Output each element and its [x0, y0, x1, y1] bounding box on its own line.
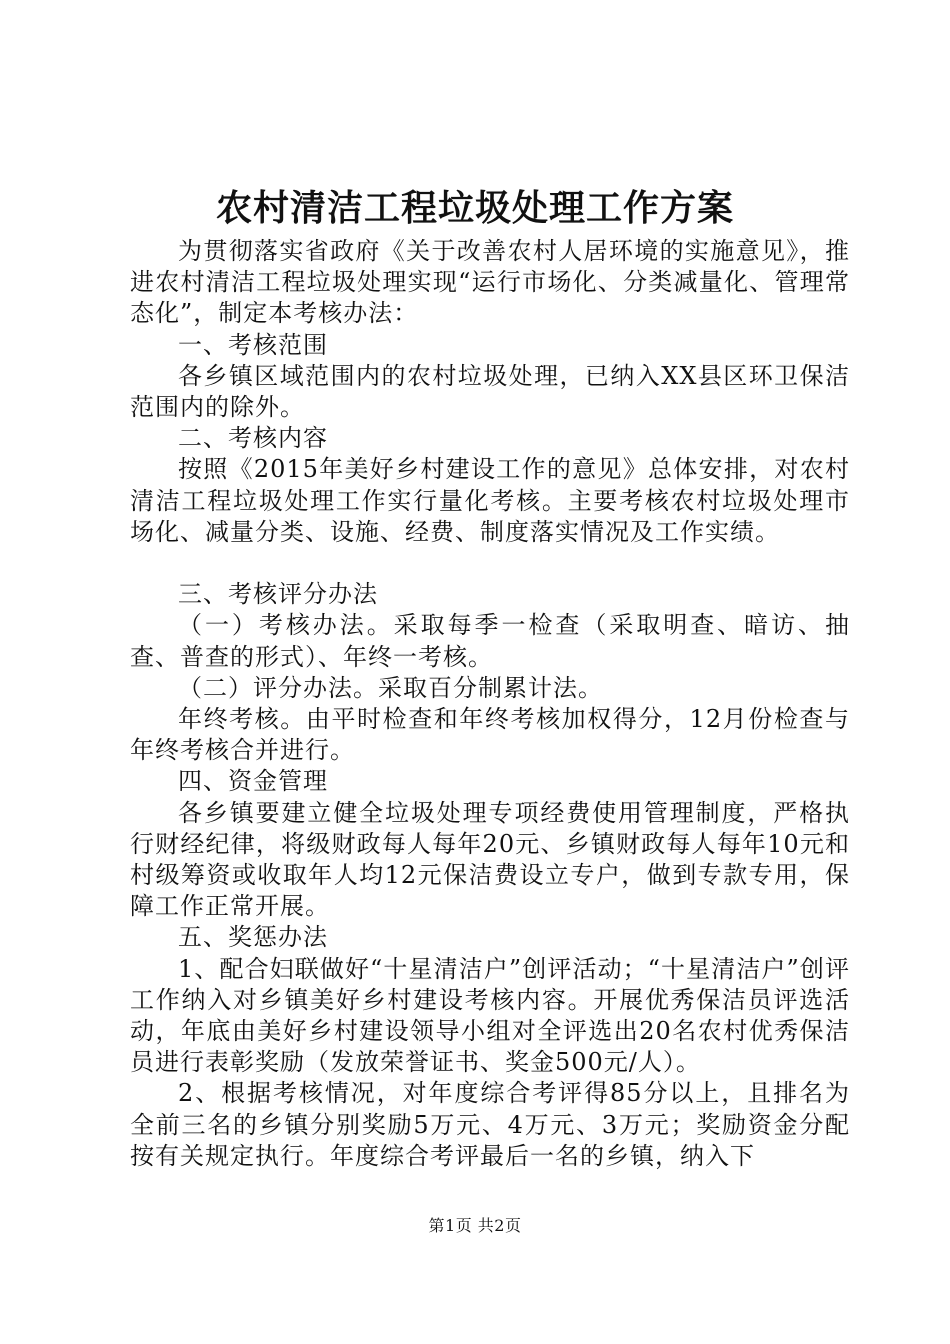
- paragraph-scope: 各乡镇区域范围内的农村垃圾处理，已纳入XX县区环卫保洁范围内的除外。: [130, 361, 850, 422]
- blank-line: [130, 548, 850, 579]
- paragraph-content: 按照《2015年美好乡村建设工作的意见》总体安排，对农村清洁工程垃圾处理工作实行量化考核。主要考核农村垃圾处理市场化、减量分类、设施、经费、制度落实情况及工作实绩。: [130, 455, 850, 546]
- heading-content: 二、考核内容: [178, 424, 328, 453]
- heading-scoring: 三、考核评分办法: [178, 580, 378, 609]
- paragraph-funds: 各乡镇要建立健全垃圾处理专项经费使用管理制度，严格执行财经纪律，将级财政每人每年20元、乡镇财政每人每年10元和村级筹资或收取年人均12元保洁费设立专户，做到专款专用，保障工作正常开展。: [130, 798, 850, 921]
- heading-funds: 四、资金管理: [178, 767, 328, 796]
- paragraph-scoring-method: （一）考核办法。采取每季一检查（采取明查、暗访、抽查、普查的形式）、年终一考核。: [130, 611, 850, 671]
- paragraph-year-end: 年终考核。由平时检查和年终考核加权得分，12月份检查与年终考核合并进行。: [130, 705, 850, 765]
- page-footer: 第1页 共2页: [428, 1216, 522, 1235]
- document-title: 农村清洁工程垃圾处理工作方案: [215, 187, 734, 229]
- heading-rewards: 五、奖惩办法: [178, 923, 328, 952]
- heading-scope: 一、考核范围: [178, 330, 328, 359]
- document-body: [130, 236, 850, 1172]
- paragraph-scoring-points: （二）评分办法。采取百分制累计法。: [178, 673, 603, 702]
- paragraph-rewards-1: 1、配合妇联做好“十星清洁户”创评活动；“十星清洁户”创评工作纳入对乡镇美好乡村建设考核内容。开展优秀保洁员评选活动，年底由美好乡村建设领导小组对全评选出20名农村优秀保洁员进行表彰奖励（发放荣誉证书、奖金500元/人）。: [130, 954, 850, 1077]
- paragraph-intro: 为贯彻落实省政府《关于改善农村人居环境的实施意见》，推进农村清洁工程垃圾处理实现“运行市场化、分类减量化、管理常态化”，制定本考核办法：: [130, 237, 850, 328]
- paragraph-rewards-2: 2、根据考核情况，对年度综合考评得85分以上，且排名为全前三名的乡镇分别奖励5万元、4万元、3万元；奖励资金分配按有关规定执行。年度综合考评最后一名的乡镇，纳入下: [130, 1079, 850, 1170]
